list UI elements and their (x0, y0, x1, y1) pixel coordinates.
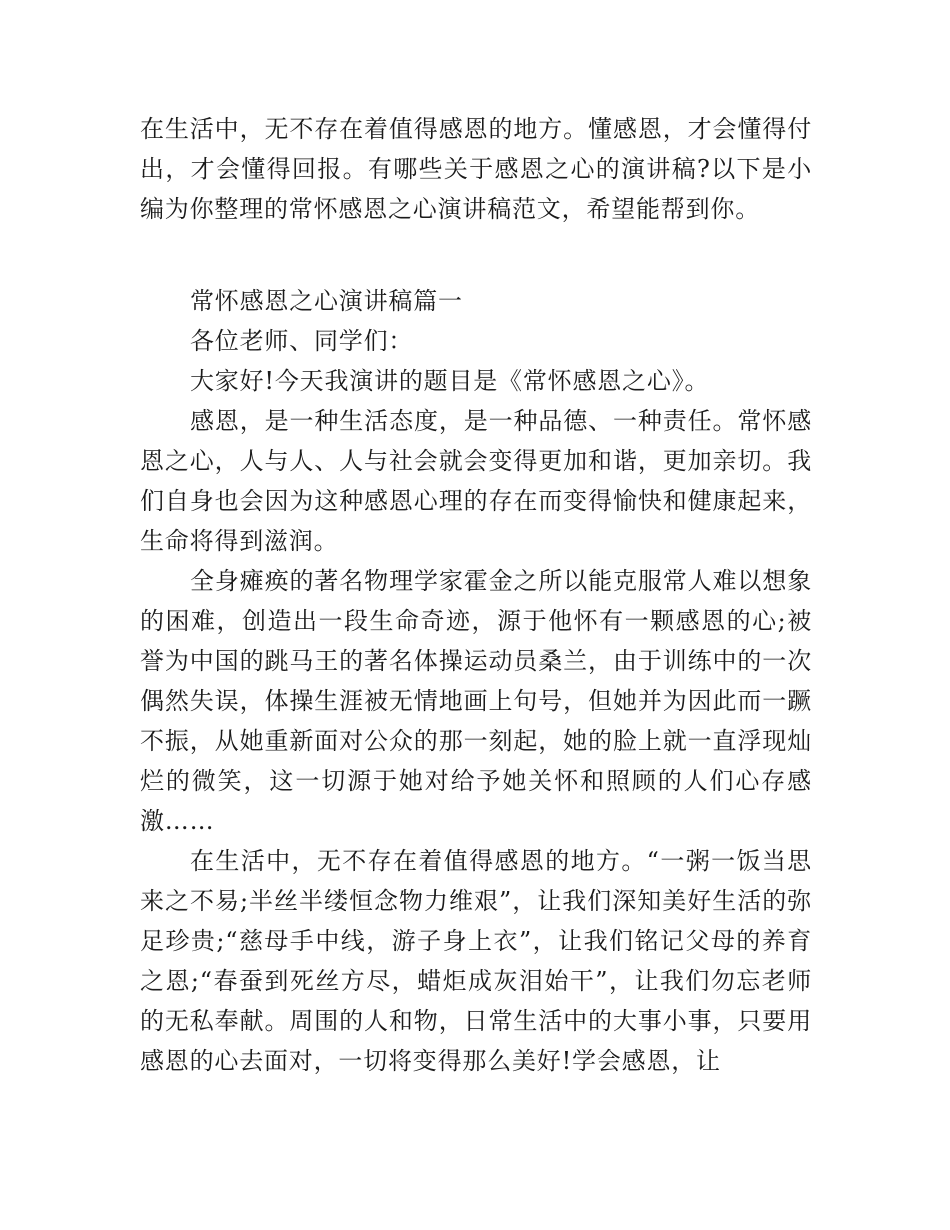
intro-paragraph: 在生活中，无不存在着值得感恩的地方。懂感恩，才会懂得付出，才会懂得回报。有哪些关于感恩之心的演讲稿?以下是小编为你整理的常怀感恩之心演讲稿范文，希望能帮到你。 (140, 115, 812, 223)
body-paragraph-examples: 全身瘫痪的著名物理学家霍金之所以能克服常人难以想象的困难，创造出一段生命奇迹，源于他怀有一颗感恩的心;被誉为中国的跳马王的著名体操运动员桑兰，由于训练中的一次偶然失误，体操生涯被无情地画上句号，但她并为因此而一蹶不振，从她重新面对公众的那一刻起，她的脸上就一直浮现灿烂的微笑，这一切源于她对给予她关怀和照顾的人们心存感激…… (140, 567, 812, 835)
section-title: 常怀感恩之心演讲稿篇一 (190, 287, 463, 315)
body-paragraph-gratitude-definition: 感恩，是一种生活态度，是一种品德、一种责任。常怀感恩之心，人与人、人与社会就会变得更加和谐，更加亲切。我们自身也会因为这种感恩心理的存在而变得愉快和健康起来，生命将得到滋润。 (140, 407, 812, 555)
body-paragraph-daily-life: 在生活中，无不存在着值得感恩的地方。“一粥一饭当思来之不易;半丝半缕恒念物力维艰”，让我们深知美好生活的弥足珍贵;“慈母手中线，游子身上衣”，让我们铭记父母的养育之恩;“春蚕到死丝方尽，蜡炬成灰泪始干”，让我们勿忘老师的无私奉献。周围的人和物，日常生活中的大事小事，只要用感恩的心去面对，一切将变得那么美好!学会感恩，让 (140, 847, 812, 1075)
body-paragraph-greeting: 大家好!今天我演讲的题目是《常怀感恩之心》。 (190, 367, 710, 395)
document-body (140, 109, 812, 1081)
salutation: 各位老师、同学们： (190, 327, 414, 355)
